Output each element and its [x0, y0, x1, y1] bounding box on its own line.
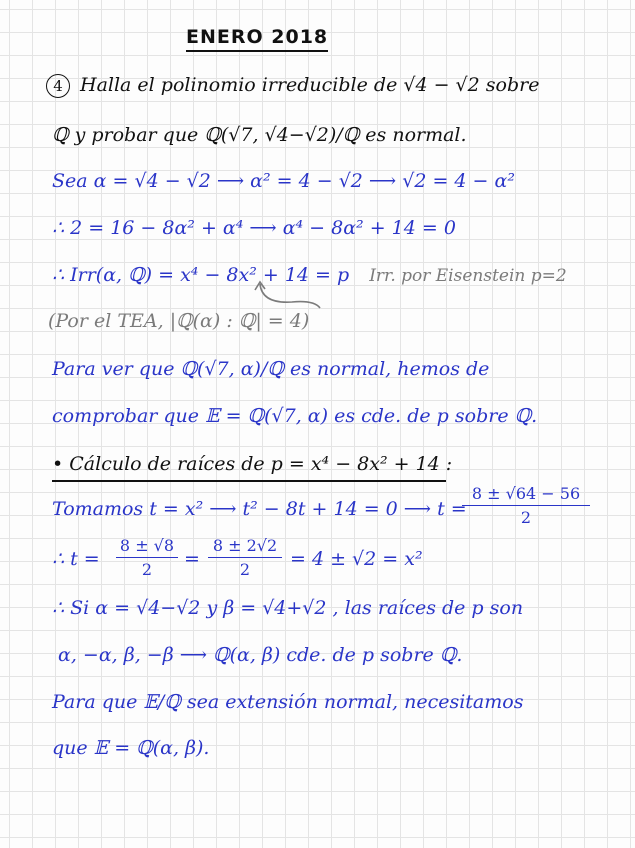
fraction-2-bar [208, 557, 282, 558]
work-line-6: comprobar que 𝔼 = ℚ(√7, α) es cde. de p sobre ℚ. [52, 405, 538, 427]
work-line-10: α, −α, β, −β ⟶ ℚ(α, β) cde. de p sobre ℚ. [58, 644, 463, 666]
problem-statement-line-2: ℚ y probar que ℚ(√7, √4−√2)/ℚ es normal. [52, 124, 467, 146]
work-line-1: Sea α = √4 − √2 ⟶ α² = 4 − √2 ⟶ √2 = 4 − α² [52, 170, 515, 192]
page-title: ENERO 2018 [186, 26, 328, 52]
work-line-8-start: ∴ t = [52, 548, 100, 570]
work-line-12: que 𝔼 = ℚ(α, β). [52, 737, 210, 759]
eisenstein-note: Irr. por Eisenstein p=2 [369, 266, 567, 286]
problem-text-1: Halla el polinomio irreducible de √4 − √2 sobre [80, 74, 540, 96]
work-line-2: ∴ 2 = 16 − 8α² + α⁴ ⟶ α⁴ − 8α² + 14 = 0 [52, 217, 456, 239]
section-underline [52, 480, 446, 482]
work-line-11: Para que 𝔼/ℚ sea extensión normal, necesitamos [52, 691, 524, 713]
fraction-1 [116, 536, 178, 579]
fraction-2-denominator: 2 [239, 560, 251, 579]
fraction-1-bar [116, 557, 178, 558]
section-heading: • Cálculo de raíces de p = x⁴ − 8x² + 14 : [52, 453, 453, 475]
irreducible-polynomial: ∴ Irr(α, ℚ) = x⁴ − 8x² + 14 = p [52, 264, 350, 286]
equals-sign: = [184, 548, 200, 570]
fraction-2-numerator: 8 ± 2√2 [212, 536, 278, 555]
work-line-8-end: = 4 ± √2 = x² [290, 548, 423, 570]
quadratic-numerator: 8 ± √64 − 56 [471, 484, 581, 503]
degree-note: (Por el TEA, |ℚ(α) : ℚ| = 4) [48, 310, 310, 332]
fraction-1-numerator: 8 ± √8 [119, 536, 175, 555]
fraction-bar [462, 505, 590, 506]
quadratic-denominator: 2 [520, 508, 532, 527]
work-line-7: Tomamos t = x² ⟶ t² − 8t + 14 = 0 ⟶ t = [52, 498, 467, 520]
quadratic-fraction [462, 484, 590, 527]
fraction-2 [208, 536, 282, 579]
work-line-5: Para ver que ℚ(√7, α)/ℚ es normal, hemos de [52, 358, 490, 380]
work-line-9: ∴ Si α = √4−√2 y β = √4+√2 , las raíces de p son [52, 597, 524, 619]
fraction-1-denominator: 2 [141, 560, 153, 579]
problem-statement-line-1 [46, 74, 539, 98]
problem-number: 4 [46, 74, 70, 98]
